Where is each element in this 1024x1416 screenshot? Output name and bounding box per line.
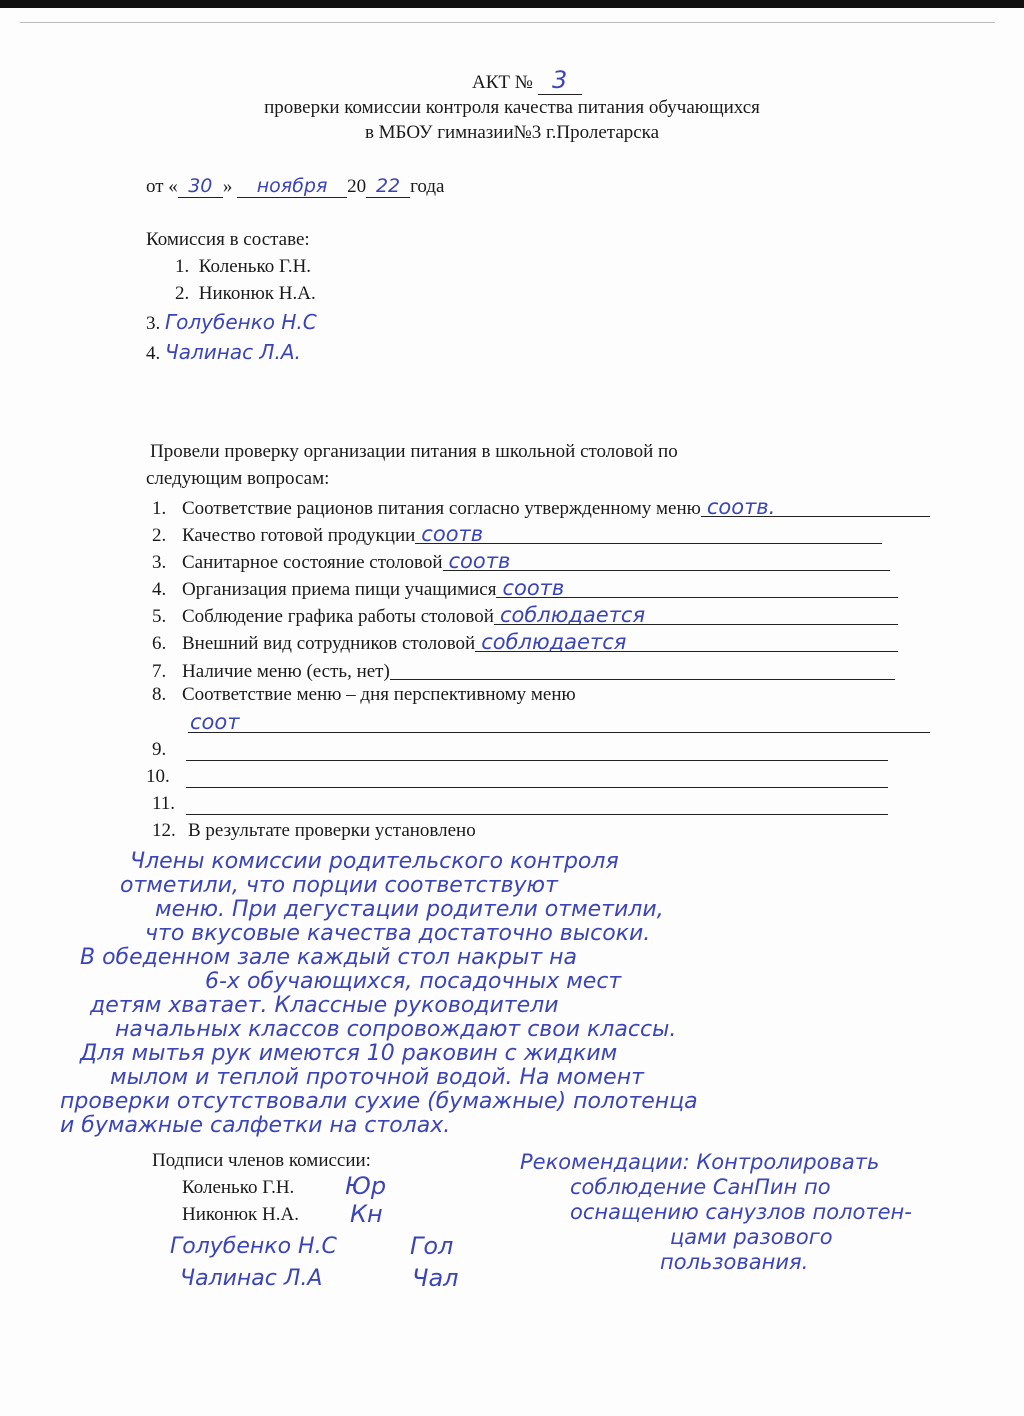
question-text: Качество готовой продукции: [182, 525, 416, 546]
question-answer-handwritten: соотв: [421, 522, 484, 546]
findings-line: и бумажные салфетки на столах.: [60, 1113, 451, 1138]
divider: [20, 22, 995, 23]
answer-line: [186, 760, 888, 761]
signature-name-3-handwritten: Голубенко Н.С: [170, 1234, 337, 1259]
intro-line-2: следующим вопросам:: [146, 468, 330, 489]
act-title: [472, 66, 582, 95]
intro-line-1: Провели проверку организации питания в школьной столовой по: [150, 441, 678, 462]
answer-line: [701, 516, 930, 517]
findings-line: Для мытья рук имеются 10 раковин с жидким: [80, 1041, 618, 1066]
date-day: 30: [178, 175, 223, 198]
question-item: [152, 495, 775, 520]
question-answer-handwritten: соотв: [448, 549, 511, 573]
member-num: 3.: [146, 313, 161, 334]
question-text: Санитарное состояние столовой: [182, 552, 443, 573]
member-name: Коленько Г.Н.: [198, 256, 312, 277]
question-item: [146, 766, 182, 788]
signature-name-1: Коленько Г.Н.: [182, 1177, 295, 1198]
findings-handwritten: [60, 850, 1010, 1138]
answer-line: [390, 679, 895, 680]
question-text: Организация приема пищи учащимися: [182, 579, 497, 600]
date-mid: »: [222, 176, 233, 197]
findings-line: проверки отсутствовали сухие (бумажные) полотенца: [60, 1089, 698, 1114]
findings-line: детям хватает. Классные руководители: [90, 993, 559, 1018]
question-text: Соблюдение графика работы столовой: [182, 606, 494, 627]
findings-line: начальных классов сопровождают свои классы.: [115, 1017, 677, 1042]
question-item: [152, 793, 188, 815]
question-text: В результате проверки установлено: [188, 820, 476, 841]
question-answer-handwritten: соблюдается: [499, 603, 646, 627]
question-text: Соответствие рационов питания согласно утвержденному меню: [182, 498, 701, 519]
school-name: в МБОУ гимназии№3 г.Пролетарска: [364, 122, 660, 143]
member-num: 2.: [175, 283, 190, 304]
findings-line: Члены комиссии родительского контроля: [130, 849, 619, 874]
member-num: 1.: [175, 256, 190, 277]
member-4: [146, 340, 301, 365]
question-number: 8.: [152, 684, 167, 705]
commission-title: Комиссия в составе:: [146, 229, 310, 250]
member-2: [175, 283, 316, 305]
question-number: 1.: [152, 498, 167, 519]
answer-line: [188, 732, 930, 733]
member-1: [175, 256, 311, 278]
question-text: Внешний вид сотрудников столовой: [182, 633, 476, 654]
findings-line: меню. При дегустации родители отметили,: [155, 897, 664, 922]
answer-line: [415, 543, 882, 544]
signature-name-2: Никонюк Н.А.: [182, 1204, 299, 1225]
recommendation-line: соблюдение СанПин по: [570, 1175, 831, 1199]
member-name: Никонюк Н.А.: [198, 283, 316, 304]
question-text: Наличие меню (есть, нет): [182, 661, 390, 682]
question-number: 6.: [152, 633, 167, 654]
question-answer-handwritten: соблюдается: [481, 630, 627, 654]
question-answer-handwritten: соотв: [502, 576, 565, 600]
recommendation-line: оснащению санузлов полотен-: [570, 1200, 912, 1224]
answer-line: [186, 814, 888, 815]
recommendations-handwritten: [520, 1150, 912, 1275]
question-number: 2.: [152, 525, 167, 546]
findings-line: что вкусовые качества достаточно высоки.: [145, 921, 651, 946]
question-number: 7.: [152, 661, 167, 682]
question-number: 12.: [152, 820, 176, 841]
findings-line: мылом и теплой проточной водой. На момент: [110, 1065, 644, 1090]
member-name-handwritten: Голубенко Н.С: [165, 310, 317, 334]
answer-line: [186, 787, 888, 788]
answer-line: [443, 570, 890, 571]
recommendation-line: цами разового: [670, 1225, 833, 1249]
act-label: АКТ №: [472, 72, 533, 93]
date-prefix: от «: [146, 176, 178, 197]
member-num: 4.: [146, 343, 161, 364]
question-number: 11.: [152, 793, 176, 814]
question-item: [152, 684, 576, 706]
findings-line: отметили, что порции соответствуют: [120, 873, 558, 898]
signature-name-4-handwritten: Чалинас Л.А: [180, 1266, 323, 1291]
act-date: [146, 175, 444, 198]
answer-line: [475, 651, 898, 652]
question-item: [152, 658, 396, 683]
scan-edge: [0, 0, 1024, 8]
member-3: [146, 310, 317, 335]
question-item: [152, 739, 182, 761]
question-answer-handwritten: соот: [190, 710, 240, 734]
signature-mark-3: Гол: [410, 1232, 454, 1260]
act-number: 3: [538, 66, 582, 95]
recommendation-line: пользования.: [660, 1250, 809, 1274]
question-item: [152, 820, 476, 842]
date-year-prefix: 20: [347, 176, 367, 197]
question-number: 10.: [146, 766, 170, 787]
question-answer-handwritten: соотв.: [706, 495, 776, 519]
member-name-handwritten: Чалинас Л.А.: [165, 340, 301, 364]
signature-mark-2: Кн: [350, 1200, 383, 1228]
answer-line: [494, 624, 898, 625]
signature-mark-1: Юр: [345, 1172, 387, 1200]
date-month: ноября: [237, 175, 347, 198]
recommendation-line: Рекомендации: Контролировать: [520, 1150, 880, 1174]
act-subtitle: проверки комиссии контроля качества питания обучающихся: [264, 97, 760, 118]
findings-line: В обеденном зале каждый стол накрыт на: [80, 945, 578, 970]
signatures-title: Подписи членов комиссии:: [152, 1150, 371, 1171]
findings-line: 6-х обучающихся, посадочных мест: [205, 969, 622, 994]
date-suffix: года: [410, 176, 445, 197]
answer-line: [496, 597, 898, 598]
signature-mark-4: Чал: [412, 1264, 459, 1292]
date-year-suffix: 22: [366, 175, 410, 198]
question-number: 4.: [152, 579, 167, 600]
question-number: 3.: [152, 552, 167, 573]
question-number: 5.: [152, 606, 167, 627]
question-number: 9.: [152, 739, 167, 760]
question-text: Соответствие меню – дня перспективному меню: [182, 684, 576, 705]
